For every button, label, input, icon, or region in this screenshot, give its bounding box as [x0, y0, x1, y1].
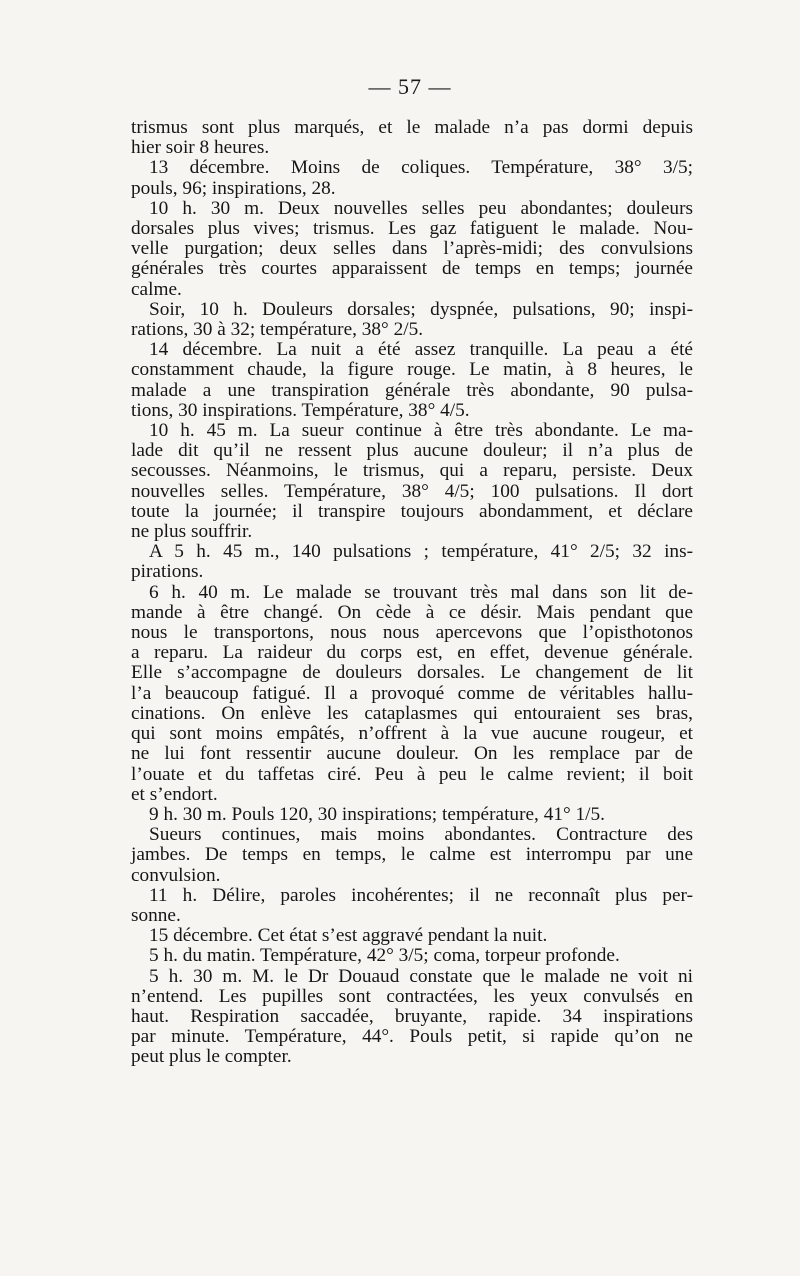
text-line: pouls, 96; inspirations, 28. — [131, 177, 336, 199]
text-line: qui sont moins empâtés, n’offrent à la vue aucune rougeur, et — [131, 723, 693, 745]
page-number: — 57 — — [368, 74, 452, 99]
text-line: trismus sont plus marqués, et le malade n’a pas dormi depuis — [131, 117, 693, 138]
text-line: a reparu. La raideur du corps est, en effet, devenue générale. — [131, 642, 693, 664]
paragraph — [131, 967, 693, 1068]
text-line: 10 h. 45 m. La sueur continue à être très abondante. Le ma- — [149, 420, 693, 442]
paragraph — [131, 158, 693, 198]
paragraph — [131, 886, 693, 926]
text-line: 14 décembre. La nuit a été assez tranquille. La peau a été — [149, 339, 693, 361]
text-line: mande à être changé. On cède à ce désir. Mais pendant que — [131, 601, 693, 623]
text-line: l’ouate et du taffetas ciré. Peu à peu le calme revient; il boit — [131, 763, 693, 785]
text-line: hier soir 8 heures. — [131, 137, 270, 159]
text-line: 13 décembre. Moins de coliques. Température, 38° 3/5; — [149, 157, 693, 179]
text-line: malade a une transpiration générale très abondante, 90 pulsa- — [131, 379, 693, 401]
paragraph — [131, 946, 693, 966]
text-line: générales très courtes apparaissent de temps en temps; journée — [131, 258, 693, 280]
text-line: 10 h. 30 m. Deux nouvelles selles peu abondantes; douleurs — [149, 197, 693, 219]
text-line: cinations. On enlève les cataplasmes qui entouraient ses bras, — [131, 702, 693, 724]
text-line: Soir, 10 h. Douleurs dorsales; dyspnée, pulsations, 90; inspi- — [149, 298, 693, 320]
text-line: l’a beaucoup fatigué. Il a provoqué comme de véritables hallu- — [131, 682, 693, 704]
text-line: A 5 h. 45 m., 140 pulsations ; température, 41° 2/5; 32 ins- — [149, 541, 693, 563]
text-line: calme. — [131, 278, 182, 300]
text-line: secousses. Néanmoins, le trismus, qui a reparu, persiste. Deux — [131, 460, 693, 482]
text-line: convulsion. — [131, 864, 221, 886]
text-line: tions, 30 inspirations. Température, 38° 4/5. — [131, 399, 470, 421]
text-line: dorsales plus vives; trismus. Les gaz fatiguent le malade. Nou- — [131, 218, 693, 240]
text-line: et s’endort. — [131, 783, 218, 805]
text-line: ne lui font ressentir aucune douleur. On les remplace par de — [131, 743, 693, 765]
text-line: velle purgation; deux selles dans l’après-midi; des convulsions — [131, 238, 693, 260]
paragraph — [131, 300, 693, 340]
paragraph — [131, 583, 693, 805]
text-line: n’entend. Les pupilles sont contractées, les yeux convulsés en — [131, 985, 693, 1007]
text-line: peut plus le compter. — [131, 1046, 292, 1068]
text-line: rations, 30 à 32; température, 38° 2/5. — [131, 319, 424, 341]
paragraph — [131, 421, 693, 542]
paragraph — [131, 825, 693, 886]
paragraph — [131, 926, 693, 946]
text-line: sonne. — [131, 904, 181, 926]
text-line: 6 h. 40 m. Le malade se trouvant très mal dans son lit de- — [149, 581, 693, 603]
paragraph — [131, 199, 693, 300]
text-line: 15 décembre. Cet état s’est aggravé pendant la nuit. — [149, 925, 548, 947]
text-line: nouvelles selles. Température, 38° 4/5; 100 pulsations. Il dort — [131, 480, 693, 502]
text-line: 9 h. 30 m. Pouls 120, 30 inspirations; température, 41° 1/5. — [149, 803, 605, 825]
text-line: lade dit qu’il ne ressent plus aucune douleur; il n’a plus de — [131, 440, 693, 462]
paragraph — [131, 340, 693, 421]
text-line: haut. Respiration saccadée, bruyante, rapide. 34 inspirations — [131, 1005, 693, 1027]
text-line: 5 h. du matin. Température, 42° 3/5; coma, torpeur profonde. — [149, 945, 620, 967]
body-text — [131, 118, 693, 1068]
text-line: nous le transportons, nous nous apercevons que l’opisthotonos — [131, 622, 693, 644]
text-line: ne plus souffrir. — [131, 521, 253, 543]
text-line: Sueurs continues, mais moins abondantes. Contracture des — [149, 824, 693, 846]
paragraph — [131, 118, 693, 158]
paragraph — [131, 542, 693, 582]
text-line: constamment chaude, la figure rouge. Le matin, à 8 heures, le — [131, 359, 693, 381]
text-line: jambes. De temps en temps, le calme est interrompu par une — [131, 844, 693, 866]
text-line: pirations. — [131, 561, 204, 583]
paragraph — [131, 805, 693, 825]
text-line: Elle s’accompagne de douleurs dorsales. Le changement de lit — [131, 662, 693, 684]
text-line: 5 h. 30 m. M. le Dr Douaud constate que le malade ne voit ni — [149, 965, 693, 987]
text-line: toute la journée; il transpire toujours abondamment, et déclare — [131, 500, 693, 522]
text-line: 11 h. Délire, paroles incohérentes; il ne reconnaît plus per- — [149, 884, 693, 906]
text-line: par minute. Température, 44°. Pouls petit, si rapide qu’on ne — [131, 1026, 693, 1048]
